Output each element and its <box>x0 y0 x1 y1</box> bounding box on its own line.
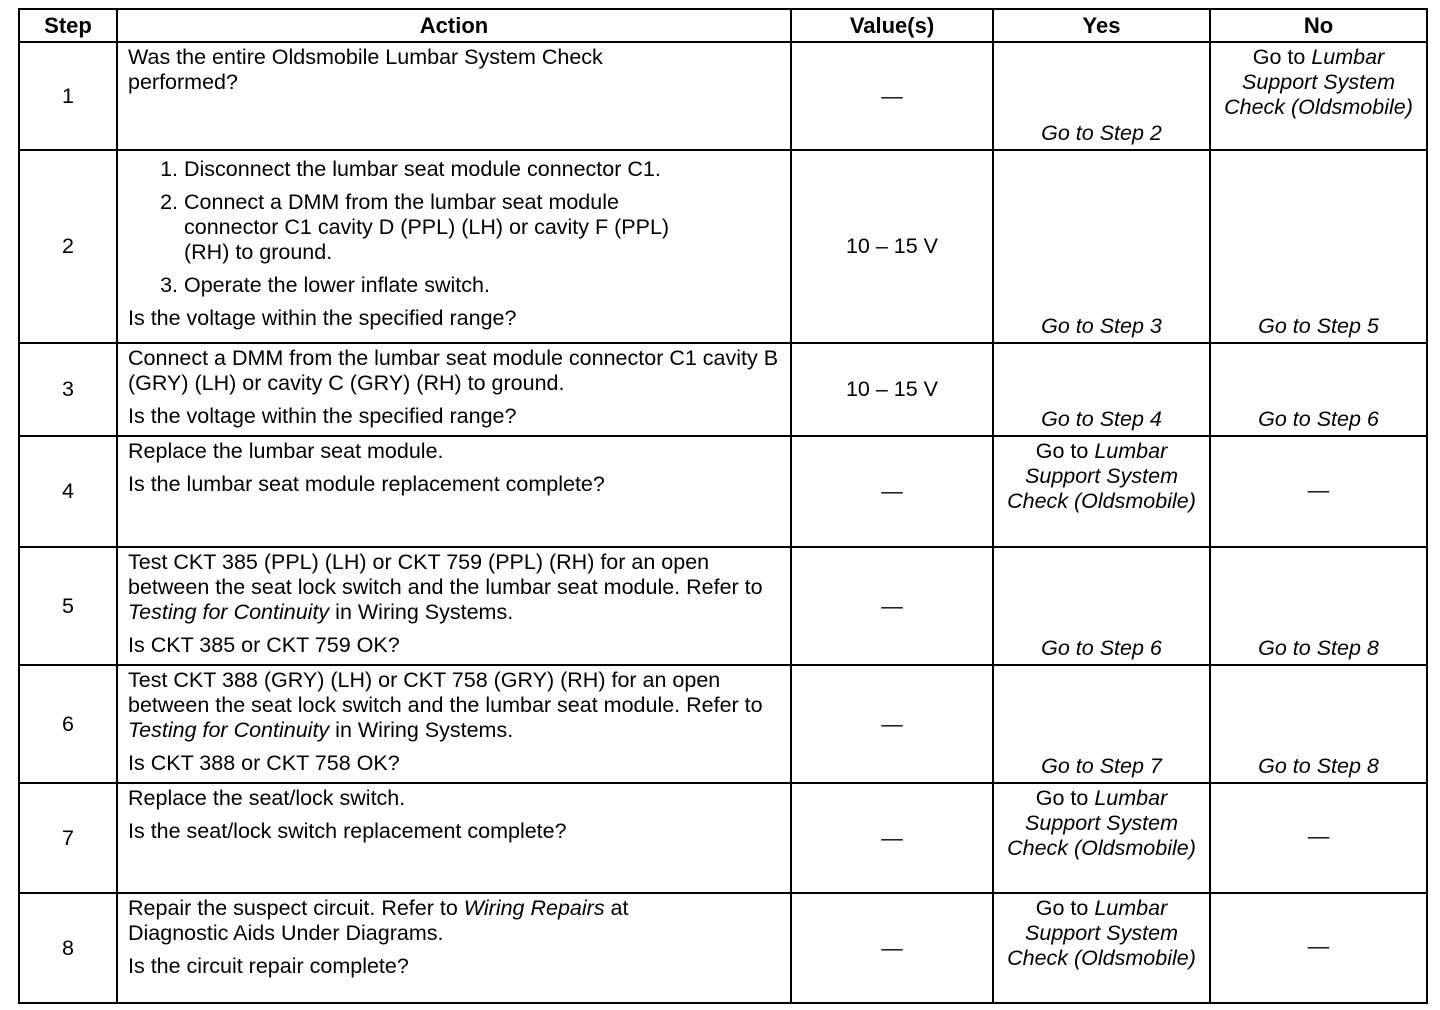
action-cell <box>117 42 791 150</box>
question-text: Is CKT 385 or CKT 759 OK? <box>128 633 400 657</box>
action-text-before: Test CKT 388 (GRY) (LH) or CKT 758 (GRY) (RH) for an open between the seat lock switch and the lumbar seat module. Refer to <box>128 668 763 717</box>
list-item: 2. Connect a DMM from the lumbar seat module connector C1 cavity D (PPL) (LH) or cavity F (PPL) (RH) to ground. <box>184 190 690 265</box>
action-cell <box>117 547 791 665</box>
yes-link: Go to Step 6 <box>1041 636 1162 660</box>
action-text: Replace the lumbar seat module. <box>128 439 444 463</box>
table-row <box>19 436 1427 547</box>
value-cell: — <box>791 547 993 665</box>
question-text: Is the voltage within the specified range? <box>128 404 517 428</box>
no-cell: — <box>1210 436 1427 547</box>
question-text: Is the lumbar seat module replacement complete? <box>128 472 605 496</box>
action-text <box>128 896 780 946</box>
value-cell: 10 – 15 V <box>791 150 993 343</box>
table-row <box>19 547 1427 665</box>
no-cell: — <box>1210 893 1427 1003</box>
action-text-after: in Wiring Systems. <box>329 600 514 624</box>
action-text: Replace the seat/lock switch. <box>128 786 406 810</box>
action-text-italic: Wiring Repairs <box>463 896 605 920</box>
yes-link: Go to Step 2 <box>1041 121 1162 145</box>
yes-link-prefix: Go to <box>1035 896 1095 920</box>
yes-link-prefix: Go to <box>1035 439 1095 463</box>
list-item: 3. Operate the lower inflate switch. <box>184 273 690 298</box>
value-cell: 10 – 15 V <box>791 343 993 436</box>
header-values: Value(s) <box>791 9 993 42</box>
table-row <box>19 783 1427 893</box>
no-cell <box>1210 547 1427 665</box>
value-cell: — <box>791 436 993 547</box>
no-link: Go to Step 8 <box>1258 636 1379 660</box>
table-row <box>19 42 1427 150</box>
diagnostic-table <box>18 8 1428 1004</box>
action-text-italic: Testing for Continuity <box>128 600 330 624</box>
no-link: Go to Step 8 <box>1258 754 1379 778</box>
no-link-italic: Lumbar Support System Check (Oldsmobile) <box>1224 45 1413 119</box>
action-cell <box>117 893 791 1003</box>
yes-link: Go to Step 3 <box>1041 314 1162 338</box>
yes-link: Go to Step 4 <box>1041 407 1162 431</box>
value-cell: — <box>791 42 993 150</box>
action-cell <box>117 783 791 893</box>
no-link: Go to Step 5 <box>1258 314 1379 338</box>
value-cell: — <box>791 893 993 1003</box>
yes-cell <box>993 547 1210 665</box>
table-row <box>19 150 1427 343</box>
yes-cell <box>993 783 1210 893</box>
yes-link: Go to Step 7 <box>1041 754 1162 778</box>
step-number: 2 <box>19 150 117 343</box>
step-number: 7 <box>19 783 117 893</box>
action-text: Was the entire Oldsmobile Lumbar System Check performed? <box>128 45 603 94</box>
no-link-prefix: Go to <box>1252 45 1312 69</box>
action-cell <box>117 343 791 436</box>
no-cell: — <box>1210 783 1427 893</box>
step-number: 4 <box>19 436 117 547</box>
step-number: 1 <box>19 42 117 150</box>
action-cell <box>117 665 791 783</box>
step-number: 6 <box>19 665 117 783</box>
no-cell <box>1210 343 1427 436</box>
yes-link-italic: Lumbar Support System Check (Oldsmobile) <box>1007 786 1196 860</box>
action-list <box>128 157 780 298</box>
yes-cell <box>993 893 1210 1003</box>
action-text: Connect a DMM from the lumbar seat module connector C1 cavity B (GRY) (LH) or cavity C (GRY) (RH) to ground. <box>128 346 779 395</box>
yes-link-prefix: Go to <box>1035 786 1095 810</box>
yes-link-italic: Lumbar Support System Check (Oldsmobile) <box>1007 439 1196 513</box>
yes-cell <box>993 343 1210 436</box>
step-number: 5 <box>19 547 117 665</box>
header-step: Step <box>19 9 117 42</box>
yes-cell <box>993 665 1210 783</box>
yes-cell <box>993 42 1210 150</box>
step-number: 3 <box>19 343 117 436</box>
header-yes: Yes <box>993 9 1210 42</box>
no-cell <box>1210 42 1427 150</box>
no-link: Go to Step 6 <box>1258 407 1379 431</box>
step-number: 8 <box>19 893 117 1003</box>
header-action: Action <box>117 9 791 42</box>
yes-cell <box>993 436 1210 547</box>
question-text: Is the voltage within the specified range? <box>128 306 517 330</box>
no-cell <box>1210 150 1427 343</box>
header-no: No <box>1210 9 1427 42</box>
action-text <box>128 668 780 743</box>
table-row <box>19 665 1427 783</box>
yes-cell <box>993 150 1210 343</box>
action-cell <box>117 436 791 547</box>
action-text-before: Test CKT 385 (PPL) (LH) or CKT 759 (PPL) (RH) for an open between the seat lock switch and the lumbar seat module. Refer to <box>128 550 763 599</box>
no-cell <box>1210 665 1427 783</box>
action-text-italic: Testing for Continuity <box>128 718 330 742</box>
yes-link-italic: Lumbar Support System Check (Oldsmobile) <box>1007 896 1196 970</box>
header-row <box>19 9 1427 42</box>
question-text: Is the circuit repair complete? <box>128 954 409 978</box>
action-text-after: in Wiring Systems. <box>329 718 514 742</box>
value-cell: — <box>791 783 993 893</box>
question-text: Is CKT 388 or CKT 758 OK? <box>128 751 400 775</box>
table-row <box>19 343 1427 436</box>
list-item: 1. Disconnect the lumbar seat module connector C1. <box>184 157 690 182</box>
question-text: Is the seat/lock switch replacement complete? <box>128 819 567 843</box>
action-cell <box>117 150 791 343</box>
action-text <box>128 550 780 625</box>
table-row <box>19 893 1427 1003</box>
action-text-before: Repair the suspect circuit. Refer to <box>128 896 464 920</box>
action-text-after: at Diagnostic Aids Under Diagrams. <box>128 896 629 945</box>
value-cell: — <box>791 665 993 783</box>
